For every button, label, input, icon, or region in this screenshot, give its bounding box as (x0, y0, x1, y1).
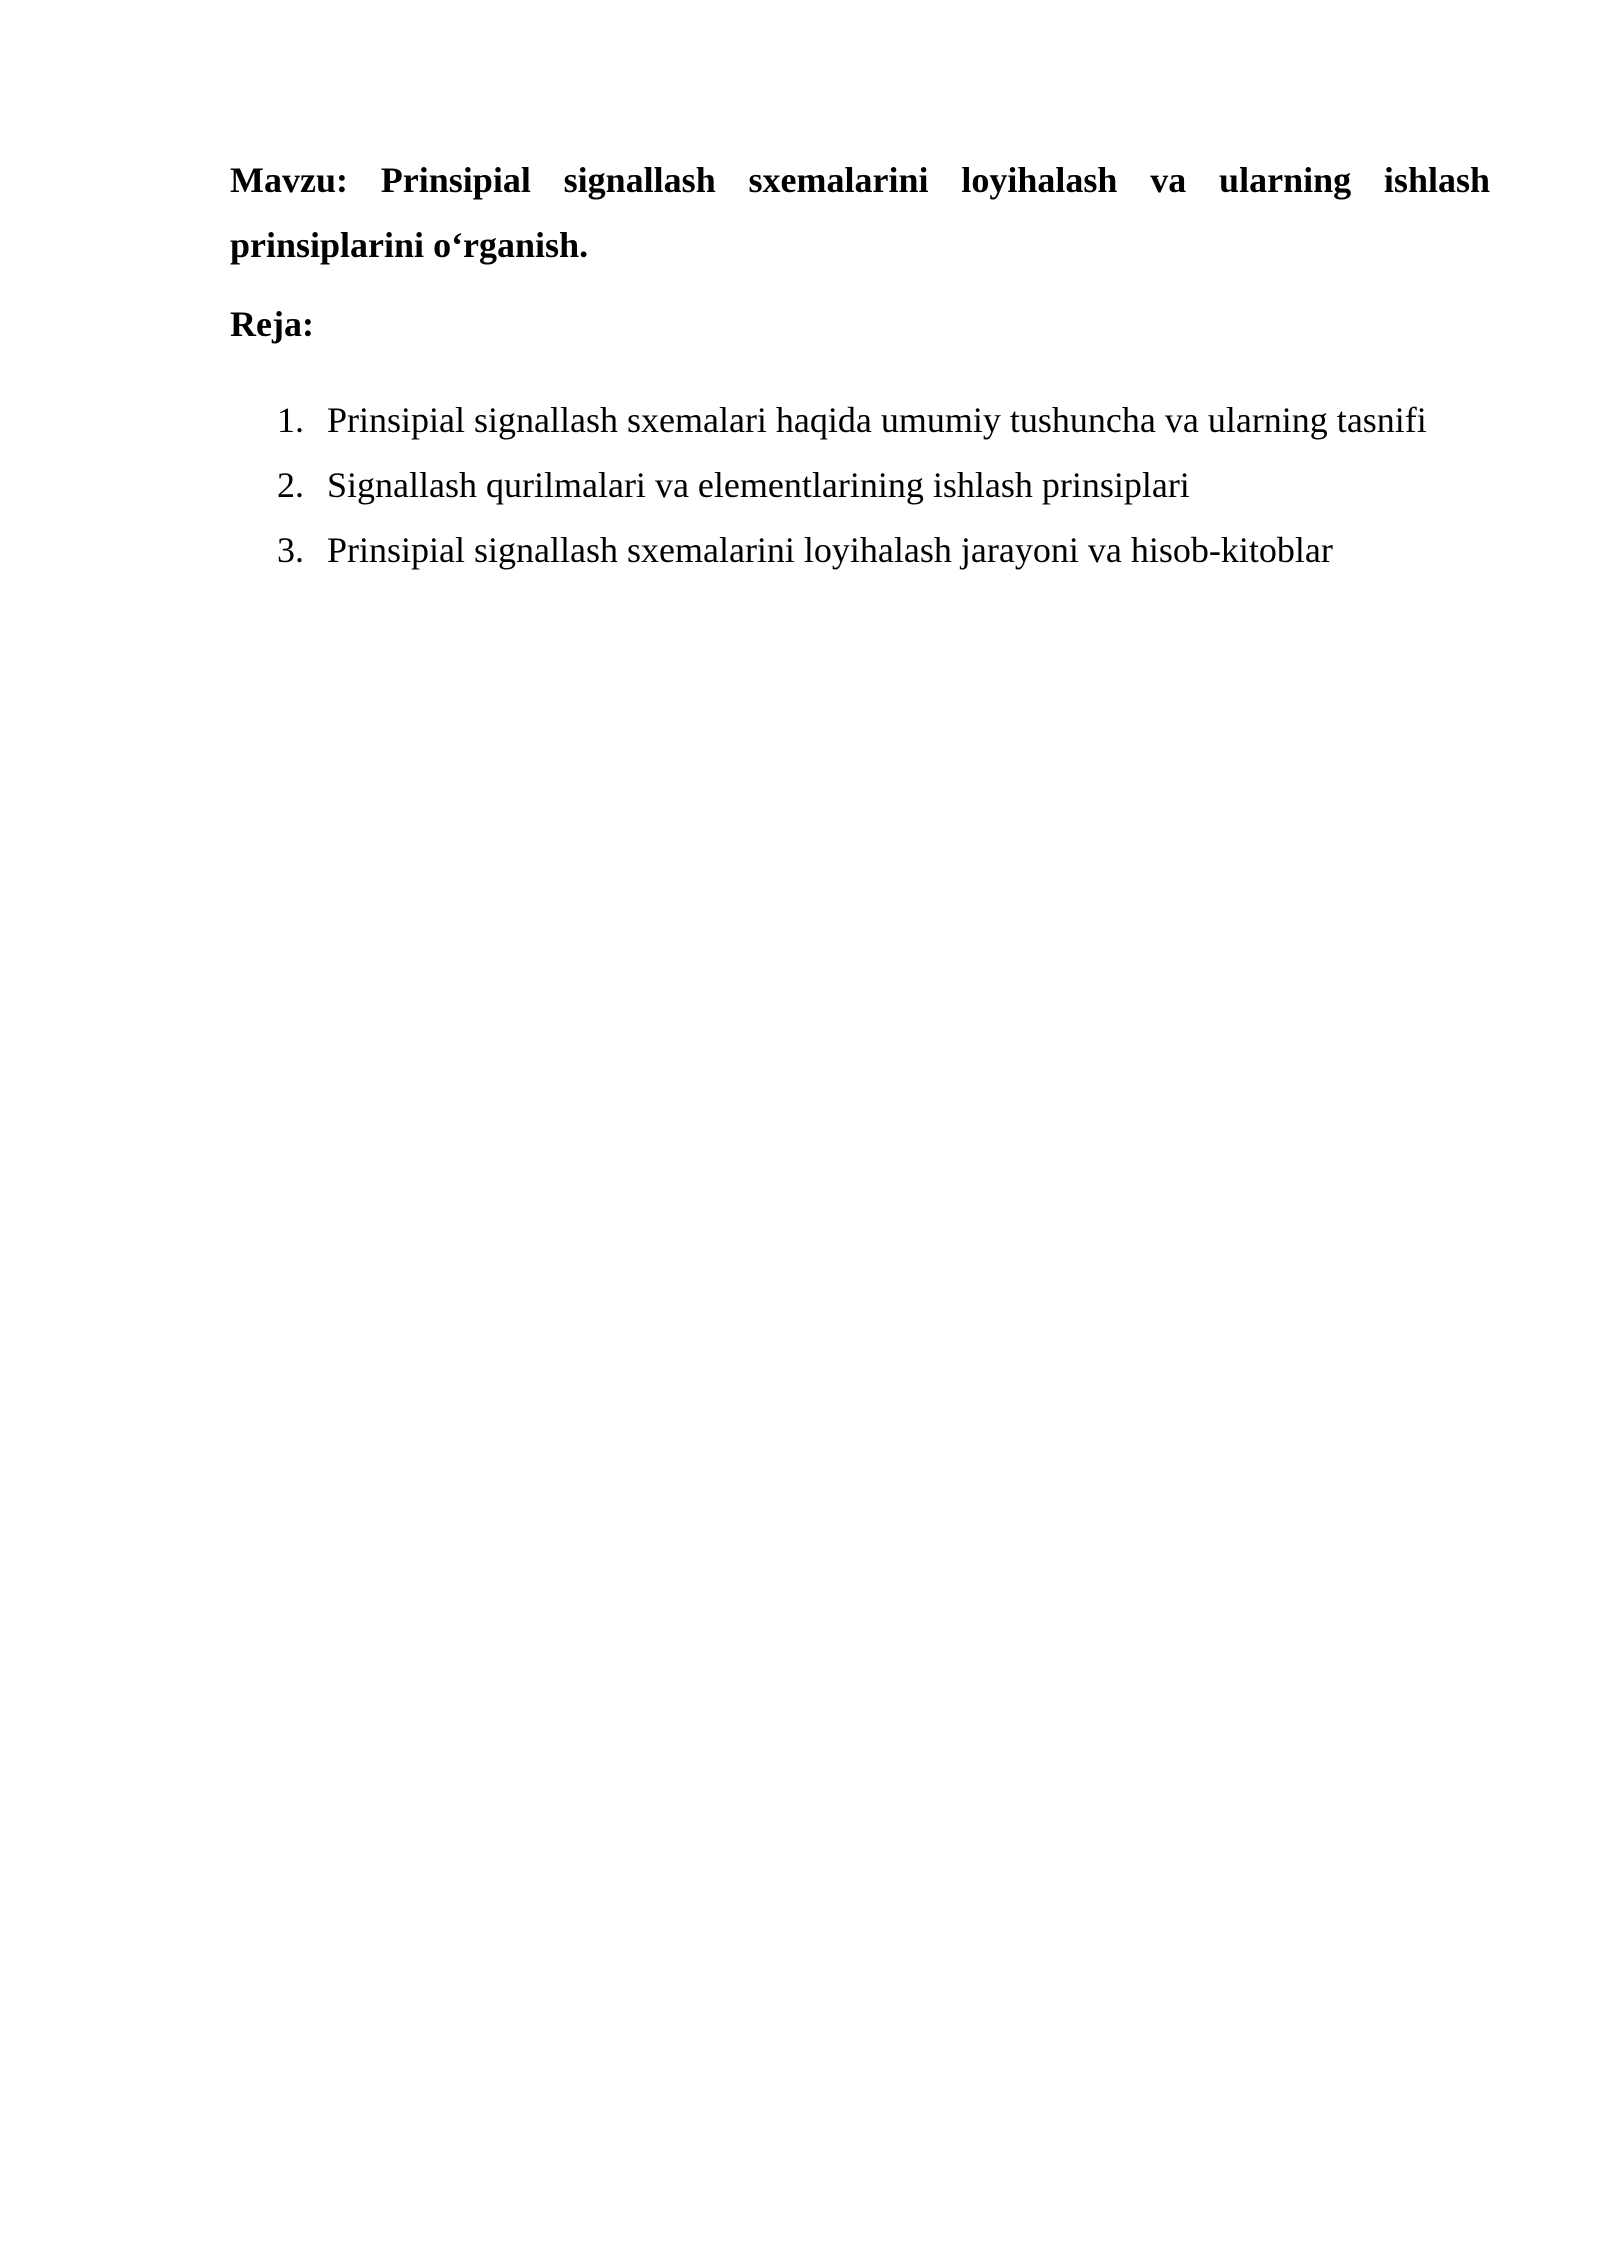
document-content (230, 148, 1490, 583)
list-item-number: 3. (277, 530, 304, 570)
list-item-text: Prinsipial signallash sxemalari haqida umumiy tushuncha va ularning tasnifi (327, 400, 1427, 440)
list-item-number: 2. (277, 465, 304, 505)
list-item (230, 518, 1490, 583)
document-title: Mavzu: Prinsipial signallash sxemalarini loyihalash va ularning ishlash prinsiplarini o‘rganish. (230, 160, 1490, 265)
list-item (230, 388, 1490, 453)
plan-list (230, 388, 1490, 583)
list-item-number: 1. (277, 400, 304, 440)
plan-heading: Reja: (230, 304, 314, 344)
list-item (230, 453, 1490, 518)
list-item-text: Signallash qurilmalari va elementlarining ishlash prinsiplari (327, 465, 1190, 505)
list-item-text: Prinsipial signallash sxemalarini loyihalash jarayoni va hisob-kitoblar (327, 530, 1333, 570)
